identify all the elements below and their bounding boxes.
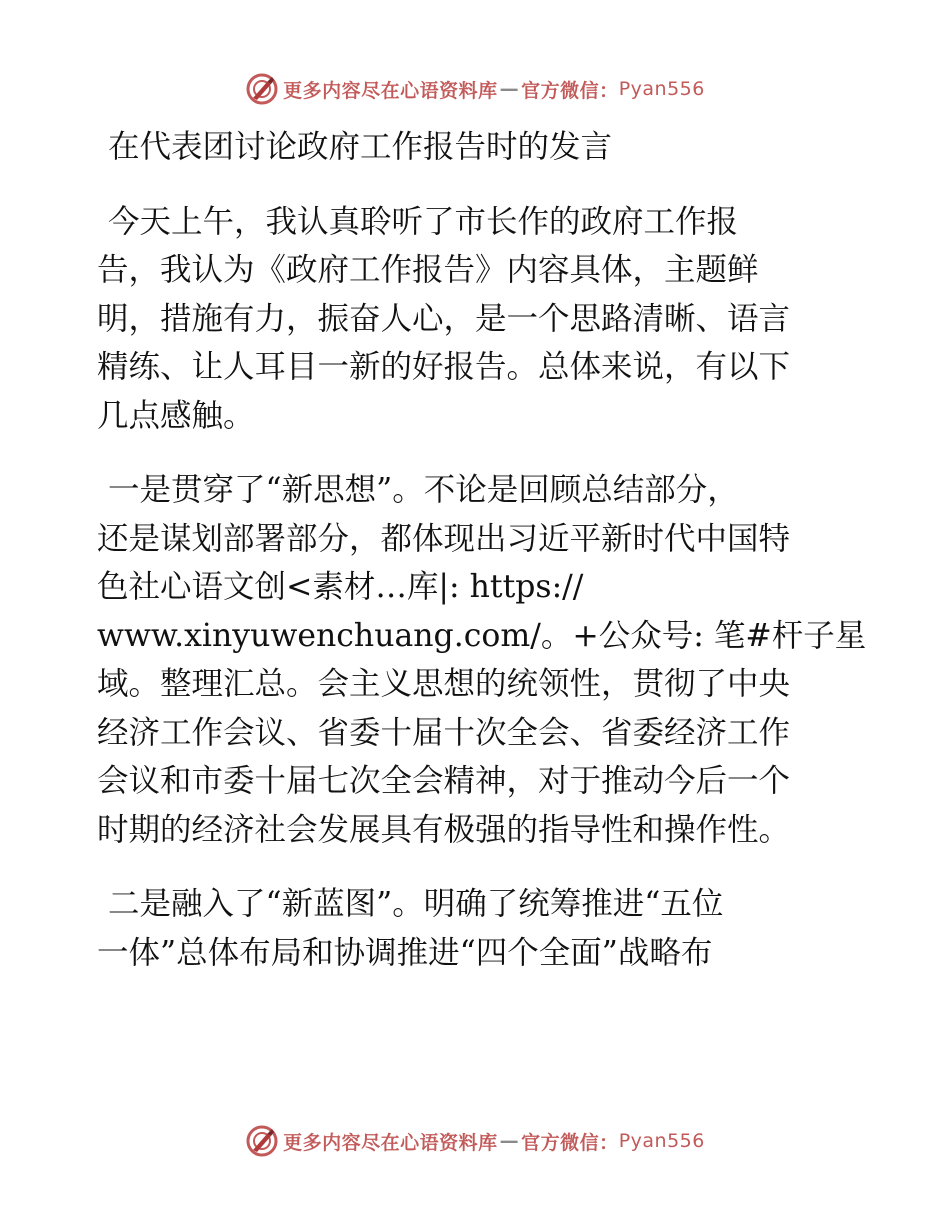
watermark-wechat-id: Pyan556 bbox=[618, 78, 705, 100]
text-line: 时期的经济社会发展具有极强的指导性和操作性。 bbox=[97, 811, 791, 848]
text-line: 经济工作会议、省委十届十次全会、省委经济工作 bbox=[97, 714, 791, 751]
text-line: 明，措施有力，振奋人心，是一个思路清晰、语言 bbox=[97, 300, 791, 337]
text-line: 今天上午，我认真聆听了市长作的政府工作报 bbox=[108, 203, 739, 240]
watermark-wechat-label: 官方微信： bbox=[521, 1131, 619, 1154]
document-body bbox=[97, 120, 867, 1003]
text-line: 还是谋划部署部分，都体现出习近平新时代中国特 bbox=[97, 520, 791, 557]
paragraph-new-thought bbox=[97, 466, 867, 854]
text-line: 一体”总体布局和协调推进“四个全面”战略布 bbox=[97, 934, 713, 971]
text-line: 色社心语文创<素材…库|: https:// bbox=[97, 569, 584, 605]
footer-watermark bbox=[0, 1124, 950, 1158]
paragraph-new-blueprint bbox=[97, 880, 857, 977]
text-line: 精练、让人耳目一新的好报告。总体来说，有以下 bbox=[97, 349, 791, 385]
watermark-site-text: 更多内容尽在心语资料库 bbox=[283, 79, 498, 102]
text-line: 告，我认为《政府工作报告》内容具体，主题鲜 bbox=[97, 252, 759, 288]
paragraph-intro bbox=[97, 198, 857, 441]
text-line: 域。整理汇总。会主义思想的统领性，贯彻了中央 bbox=[97, 666, 791, 702]
document-title: 在代表团讨论政府工作报告时的发言 bbox=[108, 129, 613, 165]
watermark-site-text: 更多内容尽在心语资料库 bbox=[283, 1131, 498, 1154]
watermark-wechat-id: Pyan556 bbox=[618, 1130, 705, 1152]
text-line: 会议和市委十届七次全会精神，对于推动今后一个 bbox=[97, 763, 791, 799]
text-line: 几点感触。 bbox=[97, 397, 255, 434]
text-line: 二是融入了“新蓝图”。明确了统筹推进“五位 bbox=[108, 886, 724, 922]
text-line: 一是贯穿了“新思想”。不论是回顾总结部分， bbox=[108, 472, 739, 508]
watermark-wechat-label: 官方微信： bbox=[521, 79, 619, 102]
watermark-separator: — bbox=[499, 78, 520, 100]
text-line: www.xinyuwenchuang.com/。+公众号: 笔#杆子星 bbox=[97, 617, 867, 654]
pen-logo-icon bbox=[245, 72, 279, 106]
header-watermark bbox=[0, 72, 950, 106]
watermark-separator: — bbox=[499, 1130, 520, 1152]
pen-logo-icon bbox=[245, 1124, 279, 1158]
